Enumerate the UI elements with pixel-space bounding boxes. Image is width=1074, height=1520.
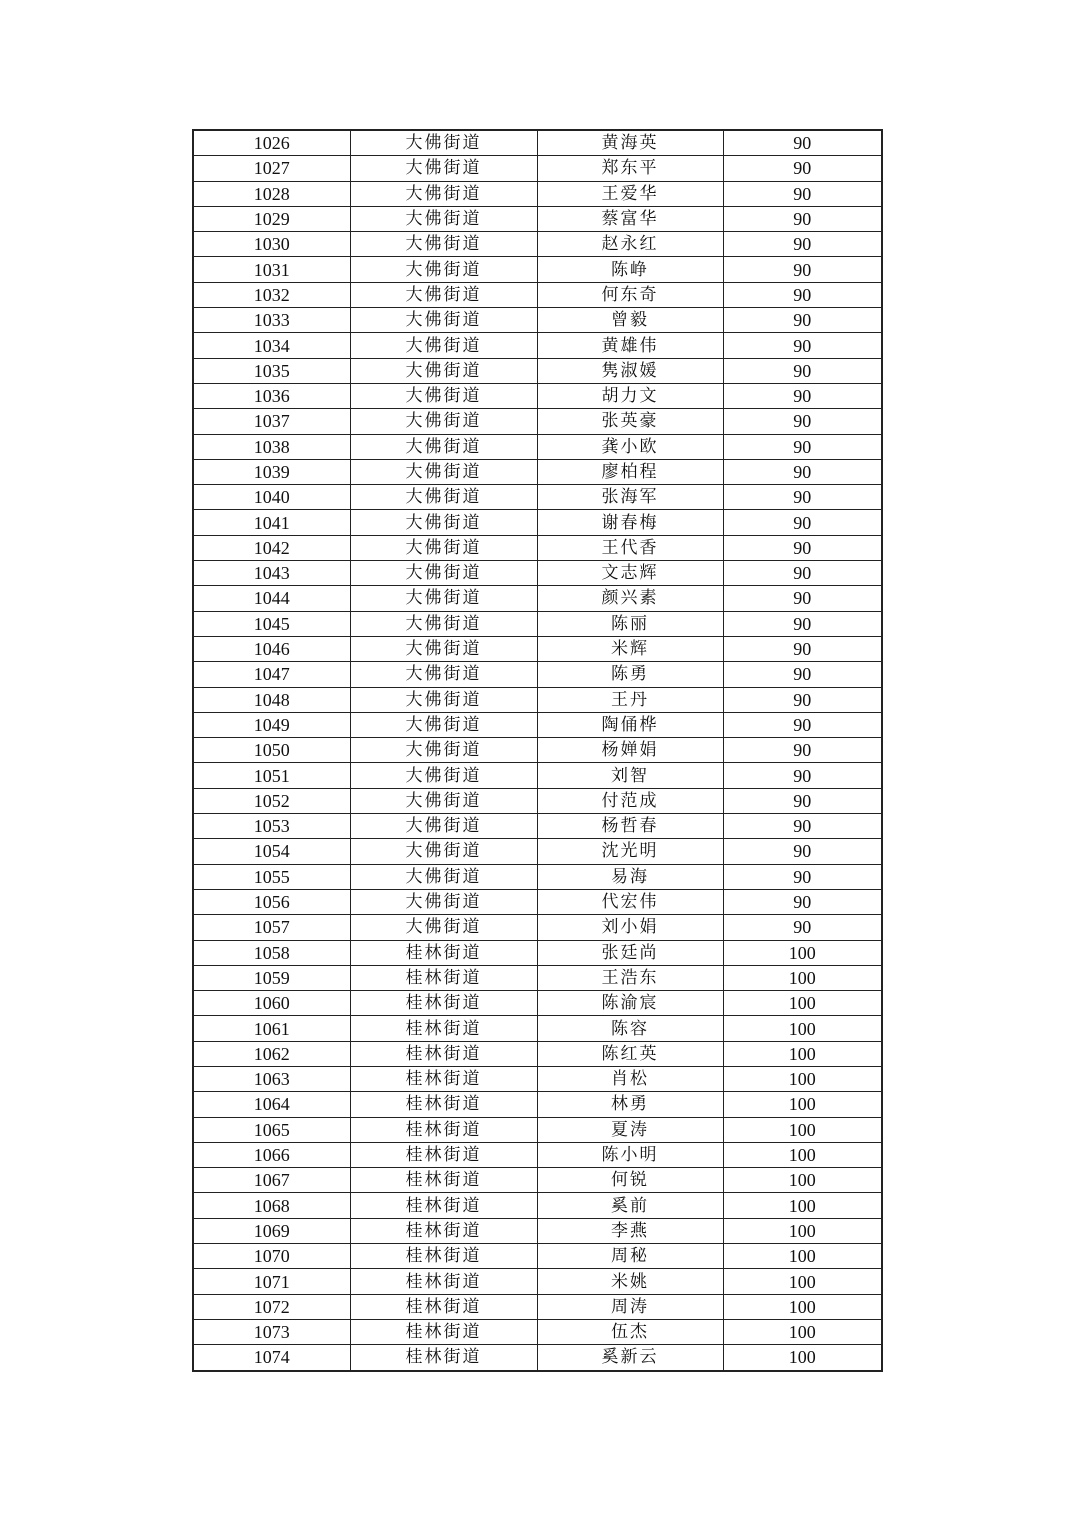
person-name-cell: 陈勇 — [537, 662, 723, 687]
score-cell: 90 — [723, 662, 882, 687]
table-row — [193, 1041, 882, 1066]
street-cell: 桂林街道 — [350, 1117, 537, 1142]
row-number-cell: 1059 — [193, 965, 350, 990]
table-row — [193, 889, 882, 914]
score-cell: 90 — [723, 181, 882, 206]
score-cell: 100 — [723, 1168, 882, 1193]
table-row — [193, 1244, 882, 1269]
street-cell: 桂林街道 — [350, 1041, 537, 1066]
row-number-cell: 1065 — [193, 1117, 350, 1142]
row-number-cell: 1049 — [193, 712, 350, 737]
street-cell: 大佛街道 — [350, 308, 537, 333]
table-row — [193, 257, 882, 282]
table-row — [193, 181, 882, 206]
row-number-cell: 1044 — [193, 586, 350, 611]
street-cell: 桂林街道 — [350, 1244, 537, 1269]
row-number-cell: 1046 — [193, 636, 350, 661]
street-cell: 桂林街道 — [350, 1066, 537, 1091]
score-cell: 90 — [723, 333, 882, 358]
person-name-cell: 陈渝宸 — [537, 991, 723, 1016]
table-row — [193, 561, 882, 586]
street-cell: 大佛街道 — [350, 181, 537, 206]
row-number-cell: 1051 — [193, 763, 350, 788]
row-number-cell: 1072 — [193, 1294, 350, 1319]
street-cell: 桂林街道 — [350, 965, 537, 990]
score-cell: 100 — [723, 1218, 882, 1243]
table-row — [193, 1092, 882, 1117]
roster-table-body — [193, 130, 882, 1371]
person-name-cell: 代宏伟 — [537, 889, 723, 914]
score-cell: 100 — [723, 1193, 882, 1218]
score-cell: 100 — [723, 1117, 882, 1142]
street-cell: 大佛街道 — [350, 889, 537, 914]
row-number-cell: 1037 — [193, 409, 350, 434]
person-name-cell: 王丹 — [537, 687, 723, 712]
row-number-cell: 1039 — [193, 459, 350, 484]
person-name-cell: 陶俑桦 — [537, 712, 723, 737]
person-name-cell: 夏涛 — [537, 1117, 723, 1142]
person-name-cell: 刘智 — [537, 763, 723, 788]
street-cell: 桂林街道 — [350, 1142, 537, 1167]
person-name-cell: 陈小明 — [537, 1142, 723, 1167]
score-cell: 90 — [723, 561, 882, 586]
score-cell: 90 — [723, 889, 882, 914]
person-name-cell: 周秘 — [537, 1244, 723, 1269]
street-cell: 桂林街道 — [350, 1168, 537, 1193]
row-number-cell: 1058 — [193, 940, 350, 965]
score-cell: 100 — [723, 965, 882, 990]
table-row — [193, 130, 882, 156]
table-row — [193, 687, 882, 712]
score-cell: 100 — [723, 940, 882, 965]
street-cell: 大佛街道 — [350, 788, 537, 813]
table-row — [193, 1218, 882, 1243]
row-number-cell: 1028 — [193, 181, 350, 206]
street-cell: 大佛街道 — [350, 434, 537, 459]
person-name-cell: 胡力文 — [537, 383, 723, 408]
score-cell: 100 — [723, 1244, 882, 1269]
person-name-cell: 颜兴素 — [537, 586, 723, 611]
row-number-cell: 1052 — [193, 788, 350, 813]
row-number-cell: 1038 — [193, 434, 350, 459]
street-cell: 桂林街道 — [350, 991, 537, 1016]
street-cell: 大佛街道 — [350, 535, 537, 560]
person-name-cell: 郑东平 — [537, 156, 723, 181]
street-cell: 大佛街道 — [350, 383, 537, 408]
row-number-cell: 1067 — [193, 1168, 350, 1193]
street-cell: 大佛街道 — [350, 156, 537, 181]
person-name-cell: 陈红英 — [537, 1041, 723, 1066]
street-cell: 大佛街道 — [350, 712, 537, 737]
row-number-cell: 1042 — [193, 535, 350, 560]
street-cell: 大佛街道 — [350, 839, 537, 864]
table-row — [193, 839, 882, 864]
street-cell: 桂林街道 — [350, 1218, 537, 1243]
table-row — [193, 864, 882, 889]
table-row — [193, 991, 882, 1016]
score-cell: 90 — [723, 915, 882, 940]
row-number-cell: 1070 — [193, 1244, 350, 1269]
table-row — [193, 1168, 882, 1193]
table-row — [193, 1016, 882, 1041]
score-cell: 90 — [723, 156, 882, 181]
row-number-cell: 1027 — [193, 156, 350, 181]
table-row — [193, 535, 882, 560]
score-cell: 90 — [723, 510, 882, 535]
person-name-cell: 沈光明 — [537, 839, 723, 864]
table-row — [193, 1319, 882, 1344]
score-cell: 90 — [723, 358, 882, 383]
person-name-cell: 付范成 — [537, 788, 723, 813]
table-row — [193, 1269, 882, 1294]
table-row — [193, 232, 882, 257]
row-number-cell: 1057 — [193, 915, 350, 940]
row-number-cell: 1048 — [193, 687, 350, 712]
score-cell: 100 — [723, 1066, 882, 1091]
street-cell: 大佛街道 — [350, 561, 537, 586]
person-name-cell: 黄雄伟 — [537, 333, 723, 358]
person-name-cell: 刘小娟 — [537, 915, 723, 940]
table-row — [193, 282, 882, 307]
table-row — [193, 485, 882, 510]
table-row — [193, 1066, 882, 1091]
row-number-cell: 1055 — [193, 864, 350, 889]
table-row — [193, 383, 882, 408]
street-cell: 大佛街道 — [350, 282, 537, 307]
table-row — [193, 915, 882, 940]
person-name-cell: 林勇 — [537, 1092, 723, 1117]
table-row — [193, 662, 882, 687]
table-row — [193, 788, 882, 813]
person-name-cell: 黄海英 — [537, 130, 723, 156]
person-name-cell: 隽淑媛 — [537, 358, 723, 383]
person-name-cell: 周涛 — [537, 1294, 723, 1319]
score-cell: 90 — [723, 130, 882, 156]
person-name-cell: 赵永红 — [537, 232, 723, 257]
table-row — [193, 459, 882, 484]
score-cell: 90 — [723, 586, 882, 611]
score-cell: 90 — [723, 814, 882, 839]
street-cell: 大佛街道 — [350, 763, 537, 788]
table-row — [193, 763, 882, 788]
street-cell: 大佛街道 — [350, 814, 537, 839]
score-cell: 90 — [723, 864, 882, 889]
roster-table — [192, 129, 883, 1372]
score-cell: 90 — [723, 788, 882, 813]
score-cell: 100 — [723, 1269, 882, 1294]
person-name-cell: 肖松 — [537, 1066, 723, 1091]
row-number-cell: 1045 — [193, 611, 350, 636]
score-cell: 100 — [723, 1294, 882, 1319]
table-row — [193, 965, 882, 990]
street-cell: 桂林街道 — [350, 1193, 537, 1218]
row-number-cell: 1064 — [193, 1092, 350, 1117]
person-name-cell: 龚小欧 — [537, 434, 723, 459]
person-name-cell: 文志辉 — [537, 561, 723, 586]
row-number-cell: 1069 — [193, 1218, 350, 1243]
row-number-cell: 1029 — [193, 206, 350, 231]
person-name-cell: 张廷尚 — [537, 940, 723, 965]
row-number-cell: 1062 — [193, 1041, 350, 1066]
score-cell: 90 — [723, 485, 882, 510]
score-cell: 90 — [723, 206, 882, 231]
row-number-cell: 1074 — [193, 1345, 350, 1371]
person-name-cell: 米辉 — [537, 636, 723, 661]
person-name-cell: 张英豪 — [537, 409, 723, 434]
person-name-cell: 王爱华 — [537, 181, 723, 206]
person-name-cell: 陈容 — [537, 1016, 723, 1041]
person-name-cell: 易海 — [537, 864, 723, 889]
table-row — [193, 712, 882, 737]
table-row — [193, 308, 882, 333]
person-name-cell: 王浩东 — [537, 965, 723, 990]
street-cell: 大佛街道 — [350, 738, 537, 763]
score-cell: 90 — [723, 232, 882, 257]
person-name-cell: 廖柏程 — [537, 459, 723, 484]
score-cell: 100 — [723, 1142, 882, 1167]
row-number-cell: 1066 — [193, 1142, 350, 1167]
score-cell: 90 — [723, 308, 882, 333]
street-cell: 桂林街道 — [350, 1269, 537, 1294]
score-cell: 90 — [723, 712, 882, 737]
street-cell: 桂林街道 — [350, 1319, 537, 1344]
row-number-cell: 1054 — [193, 839, 350, 864]
row-number-cell: 1050 — [193, 738, 350, 763]
row-number-cell: 1073 — [193, 1319, 350, 1344]
table-row — [193, 206, 882, 231]
table-row — [193, 1142, 882, 1167]
score-cell: 100 — [723, 1016, 882, 1041]
score-cell: 90 — [723, 611, 882, 636]
street-cell: 桂林街道 — [350, 1016, 537, 1041]
score-cell: 100 — [723, 1092, 882, 1117]
person-name-cell: 杨哲春 — [537, 814, 723, 839]
person-name-cell: 何锐 — [537, 1168, 723, 1193]
street-cell: 大佛街道 — [350, 485, 537, 510]
table-row — [193, 636, 882, 661]
score-cell: 90 — [723, 636, 882, 661]
street-cell: 大佛街道 — [350, 257, 537, 282]
person-name-cell: 陈峥 — [537, 257, 723, 282]
person-name-cell: 陈丽 — [537, 611, 723, 636]
row-number-cell: 1040 — [193, 485, 350, 510]
street-cell: 大佛街道 — [350, 687, 537, 712]
person-name-cell: 李燕 — [537, 1218, 723, 1243]
row-number-cell: 1032 — [193, 282, 350, 307]
score-cell: 90 — [723, 738, 882, 763]
table-row — [193, 434, 882, 459]
street-cell: 大佛街道 — [350, 459, 537, 484]
street-cell: 大佛街道 — [350, 409, 537, 434]
person-name-cell: 奚前 — [537, 1193, 723, 1218]
street-cell: 大佛街道 — [350, 662, 537, 687]
score-cell: 90 — [723, 257, 882, 282]
street-cell: 大佛街道 — [350, 586, 537, 611]
score-cell: 100 — [723, 1041, 882, 1066]
person-name-cell: 蔡富华 — [537, 206, 723, 231]
person-name-cell: 王代香 — [537, 535, 723, 560]
table-row — [193, 738, 882, 763]
score-cell: 100 — [723, 1345, 882, 1371]
row-number-cell: 1036 — [193, 383, 350, 408]
row-number-cell: 1043 — [193, 561, 350, 586]
row-number-cell: 1071 — [193, 1269, 350, 1294]
score-cell: 90 — [723, 383, 882, 408]
score-cell: 90 — [723, 687, 882, 712]
row-number-cell: 1026 — [193, 130, 350, 156]
person-name-cell: 米姚 — [537, 1269, 723, 1294]
table-row — [193, 1345, 882, 1371]
row-number-cell: 1031 — [193, 257, 350, 282]
score-cell: 100 — [723, 1319, 882, 1344]
street-cell: 大佛街道 — [350, 510, 537, 535]
table-row — [193, 611, 882, 636]
person-name-cell: 谢春梅 — [537, 510, 723, 535]
score-cell: 90 — [723, 282, 882, 307]
street-cell: 大佛街道 — [350, 358, 537, 383]
street-cell: 大佛街道 — [350, 636, 537, 661]
person-name-cell: 张海军 — [537, 485, 723, 510]
row-number-cell: 1068 — [193, 1193, 350, 1218]
street-cell: 大佛街道 — [350, 130, 537, 156]
street-cell: 桂林街道 — [350, 1345, 537, 1371]
row-number-cell: 1056 — [193, 889, 350, 914]
table-row — [193, 510, 882, 535]
table-row — [193, 814, 882, 839]
street-cell: 桂林街道 — [350, 1092, 537, 1117]
table-row — [193, 333, 882, 358]
table-row — [193, 940, 882, 965]
score-cell: 90 — [723, 409, 882, 434]
person-name-cell: 杨婵娟 — [537, 738, 723, 763]
table-row — [193, 409, 882, 434]
row-number-cell: 1033 — [193, 308, 350, 333]
table-row — [193, 1294, 882, 1319]
street-cell: 桂林街道 — [350, 1294, 537, 1319]
person-name-cell: 曾毅 — [537, 308, 723, 333]
row-number-cell: 1047 — [193, 662, 350, 687]
row-number-cell: 1035 — [193, 358, 350, 383]
row-number-cell: 1060 — [193, 991, 350, 1016]
street-cell: 大佛街道 — [350, 864, 537, 889]
row-number-cell: 1030 — [193, 232, 350, 257]
table-row — [193, 1117, 882, 1142]
score-cell: 90 — [723, 763, 882, 788]
row-number-cell: 1041 — [193, 510, 350, 535]
table-row — [193, 586, 882, 611]
row-number-cell: 1053 — [193, 814, 350, 839]
score-cell: 90 — [723, 839, 882, 864]
score-cell: 90 — [723, 434, 882, 459]
table-row — [193, 358, 882, 383]
street-cell: 桂林街道 — [350, 940, 537, 965]
table-row — [193, 1193, 882, 1218]
table-row — [193, 156, 882, 181]
street-cell: 大佛街道 — [350, 611, 537, 636]
score-cell: 100 — [723, 991, 882, 1016]
row-number-cell: 1063 — [193, 1066, 350, 1091]
street-cell: 大佛街道 — [350, 206, 537, 231]
row-number-cell: 1034 — [193, 333, 350, 358]
street-cell: 大佛街道 — [350, 232, 537, 257]
score-cell: 90 — [723, 535, 882, 560]
person-name-cell: 何东奇 — [537, 282, 723, 307]
score-cell: 90 — [723, 459, 882, 484]
row-number-cell: 1061 — [193, 1016, 350, 1041]
person-name-cell: 伍杰 — [537, 1319, 723, 1344]
street-cell: 大佛街道 — [350, 915, 537, 940]
street-cell: 大佛街道 — [350, 333, 537, 358]
person-name-cell: 奚新云 — [537, 1345, 723, 1371]
